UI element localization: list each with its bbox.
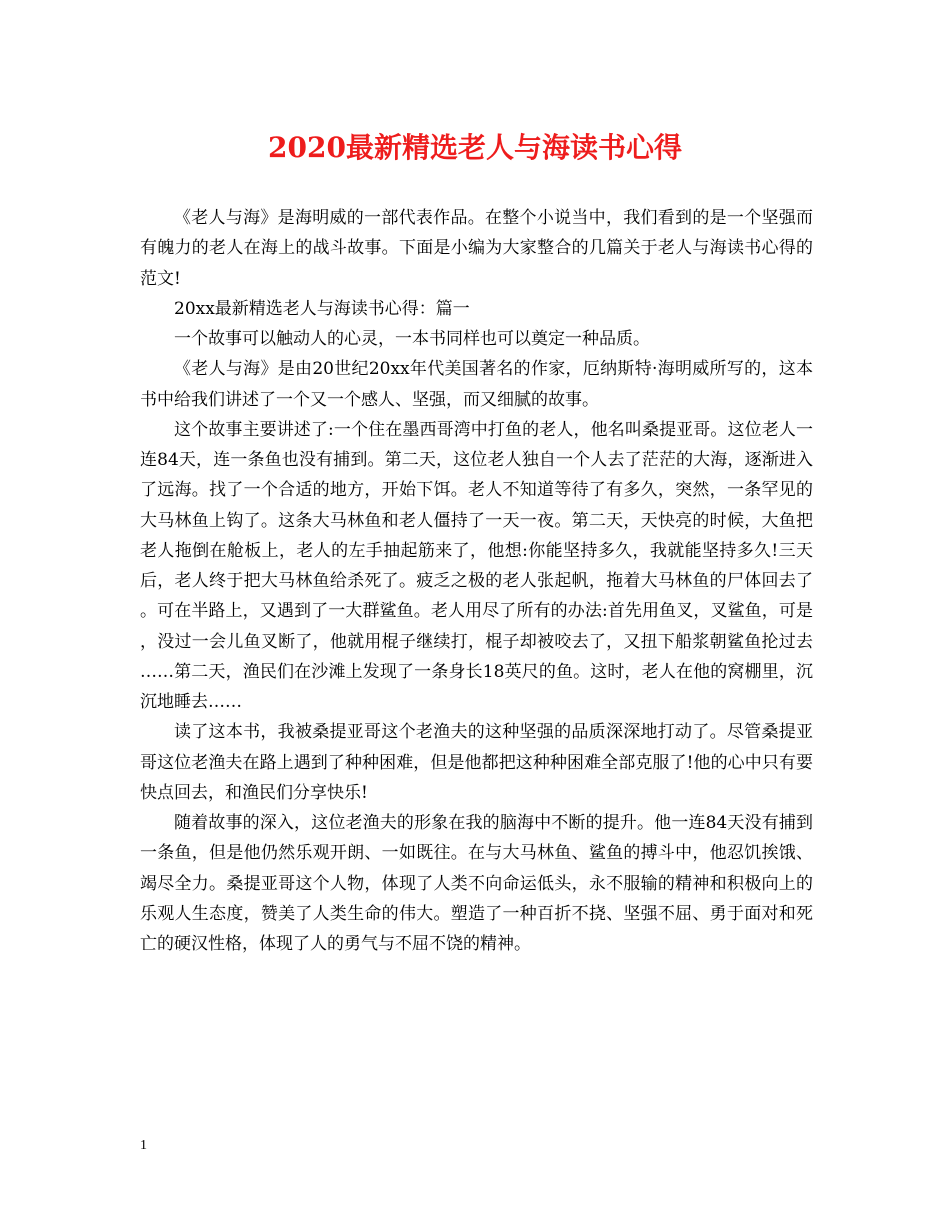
document-title: 2020最新精选老人与海读书心得 xyxy=(268,131,682,164)
page-number: 1 xyxy=(140,1138,147,1153)
paragraph: 读了这本书，我被桑提亚哥这个老渔夫的这种坚强的品质深深地打动了。尽管桑提亚哥这位老渔夫在路上遇到了种种困难，但是他都把这种种困难全部克服了!他的心中只有要快点回去，和渔民们分享快乐! xyxy=(140,722,813,803)
document-body xyxy=(140,203,813,959)
section-heading: 20xx最新精选老人与海读书心得：篇一 xyxy=(174,298,470,319)
paragraph: 随着故事的深入，这位老渔夫的形象在我的脑海中不断的提升。他一连84天没有捕到一条鱼，但是他仍然乐观开朗、一如既往。在与大马林鱼、鲨鱼的搏斗中，他忍饥挨饿、竭尽全力。桑提亚哥这个人物，体现了人类不向命运低头，永不服输的精神和积极向上的乐观人生态度，赞美了人类生命的伟大。塑造了一种百折不挠、坚强不屈、勇于面对和死亡的硬汉性格，体现了人的勇气与不屈不饶的精神。 xyxy=(140,813,813,954)
paragraph: 《老人与海》是由20世纪20xx年代美国著名的作家，厄纳斯特·海明威所写的，这本书中给我们讲述了一个又一个感人、坚强，而又细腻的故事。 xyxy=(140,359,813,410)
paragraph: 一个故事可以触动人的心灵，一本书同样也可以奠定一种品质。 xyxy=(174,329,650,349)
paragraph: 这个故事主要讲述了:一个住在墨西哥湾中打鱼的老人，他名叫桑提亚哥。这位老人一连84天，连一条鱼也没有捕到。第二天，这位老人独自一个人去了茫茫的大海，逐渐进入了远海。找了一个合适的地方，开始下饵。老人不知道等待了有多久，突然，一条罕见的大马林鱼上钩了。这条大马林鱼和老人僵持了一天一夜。第二天，天快亮的时候，大鱼把老人拖倒在舱板上，老人的左手抽起筋来了，他想:你能坚持多久，我就能坚持多久!三天后，老人终于把大马林鱼给杀死了。疲乏之极的老人张起帆，拖着大马林鱼的尸体回去了。可在半路上，又遇到了一大群鲨鱼。老人用尽了所有的办法:首先用鱼叉，叉鲨鱼，可是，没过一会儿鱼叉断了，他就用棍子继续打，棍子却被咬去了，又扭下船浆朝鲨鱼抡过去……第二天，渔民们在沙滩上发现了一条身长18英尺的鱼。这时，老人在他的窝棚里，沉沉地睡去…… xyxy=(140,419,813,712)
paragraph-intro: 《老人与海》是海明威的一部代表作品。在整个小说当中，我们看到的是一个坚强而有魄力的老人在海上的战斗故事。下面是小编为大家整合的几篇关于老人与海读书心得的范文! xyxy=(140,208,813,289)
